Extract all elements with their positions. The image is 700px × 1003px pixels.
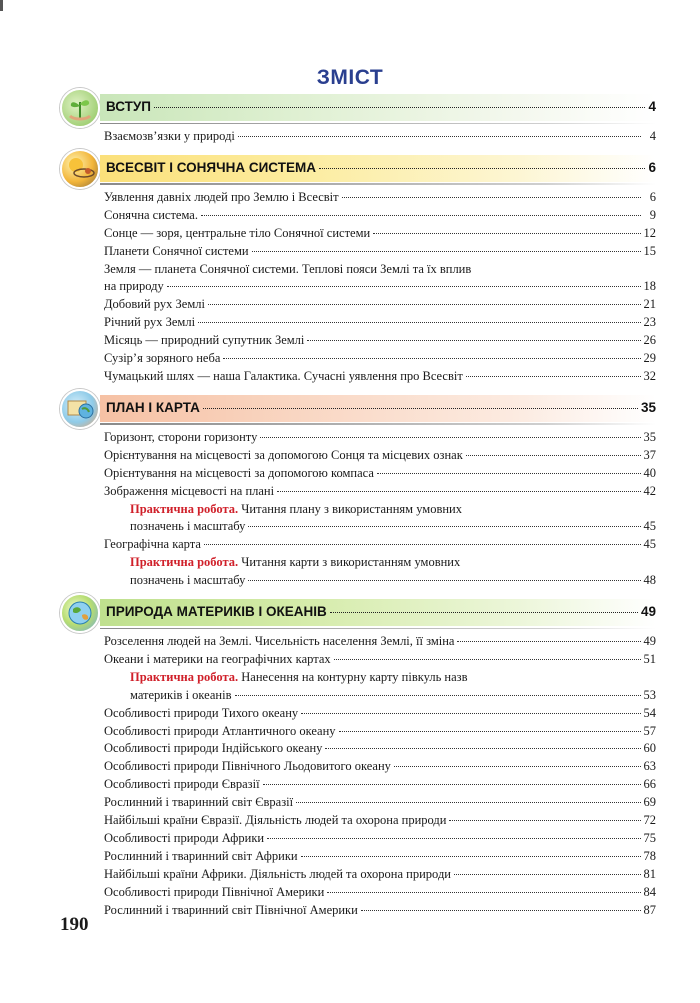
leader-dots: [330, 612, 638, 613]
section-header[interactable]: [100, 395, 656, 422]
toc-entry[interactable]: Добовий рух Землі 21: [104, 297, 656, 312]
section-title: ВСЕСВІТ І СОНЯЧНА СИСТЕМА: [106, 159, 316, 175]
section-entries: [104, 189, 656, 386]
toc-entry[interactable]: Рослинний і тваринний світ Північної Америки 87: [104, 902, 656, 917]
practical-work-label: Практична робота.: [130, 501, 239, 516]
section-page: 49: [640, 604, 656, 620]
toc-entry[interactable]: Зображення місцевості на плані 42: [104, 483, 656, 498]
section-plan-map: [60, 395, 656, 590]
section-universe: [60, 155, 656, 386]
leader-dots: [154, 107, 645, 108]
page-title: ЗМІСТ: [316, 66, 384, 89]
toc-entry[interactable]: Орієнтування на місцевості за допомогою компаса 40: [104, 465, 656, 480]
toc-entry[interactable]: Розселення людей на Землі. Чисельність населення Землі, її зміна 49: [104, 634, 656, 649]
toc-entry[interactable]: Рослинний і тваринний світ Євразії 69: [104, 795, 656, 810]
toc-entry[interactable]: Місяць — природний супутник Землі 26: [104, 333, 656, 348]
toc-entry[interactable]: Океани і материки на географічних картах 51: [104, 651, 656, 666]
map-globe-icon: [60, 389, 100, 429]
section-header[interactable]: [100, 155, 656, 182]
toc-entry[interactable]: Рослинний і тваринний світ Африки 78: [104, 848, 656, 863]
toc-entry[interactable]: Сонце — зоря, центральне тіло Сонячної системи 12: [104, 225, 656, 240]
section-title: ВСТУП: [106, 99, 151, 114]
toc-entry[interactable]: Особливості природи Тихого океану 54: [104, 705, 656, 720]
table-of-contents: [60, 94, 656, 920]
solar-system-icon: [60, 149, 100, 189]
section-title: ПЛАН І КАРТА: [106, 399, 200, 415]
section-page: 4: [648, 99, 656, 114]
toc-entry[interactable]: Чумацький шлях — наша Галактика. Сучасні уявлення про Всесвіт 32: [104, 368, 656, 383]
toc-entry[interactable]: Горизонт, сторони горизонту 35: [104, 429, 656, 444]
toc-entry[interactable]: Земля — планета Сонячної системи. Теплові пояси Землі та їх вплив на природу 18: [104, 261, 656, 294]
toc-entry[interactable]: Найбільші країни Африки. Діяльність людей та охорона природи 81: [104, 866, 656, 881]
practical-work-entry[interactable]: Практична робота. Нанесення на контурну карту півкуль назв материків і океанів 53: [130, 669, 656, 702]
practical-work-entry[interactable]: Практична робота. Читання плану з використанням умовних позначень і масштабу 45: [130, 501, 656, 534]
section-continents-oceans: [60, 599, 656, 920]
section-title: ПРИРОДА МАТЕРИКІВ І ОКЕАНІВ: [106, 604, 327, 620]
section-entries: [104, 633, 656, 920]
sprout-hands-icon: [60, 88, 100, 128]
toc-entry[interactable]: Взаємозв’язки у природі 4: [104, 129, 656, 143]
toc-entry[interactable]: Географічна карта 45: [104, 537, 656, 552]
practical-work-entry[interactable]: Практична робота. Читання карти з використанням умовних позначень і масштабу 48: [130, 555, 656, 588]
globe-continents-icon: [60, 593, 100, 633]
toc-entry[interactable]: Особливості природи Індійського океану 60: [104, 741, 656, 756]
toc-entry[interactable]: Особливості природи Північного Льодовитого океану 63: [104, 759, 656, 774]
leader-dots: [203, 408, 638, 409]
toc-entry[interactable]: Особливості природи Євразії 66: [104, 777, 656, 792]
toc-entry[interactable]: Сонячна система. 9: [104, 207, 656, 222]
page-number: 190: [60, 914, 89, 935]
leader-dots: [319, 168, 646, 169]
section-page: 35: [640, 399, 656, 415]
toc-entry[interactable]: Сузір’я зоряного неба 29: [104, 351, 656, 366]
toc-entry[interactable]: Особливості природи Атлантичного океану 57: [104, 723, 656, 738]
section-header[interactable]: [100, 94, 656, 121]
section-header[interactable]: [100, 599, 656, 626]
section-entries: [104, 429, 656, 590]
toc-entry[interactable]: Найбільші країни Євразії. Діяльність людей та охорона природи 72: [104, 813, 656, 828]
toc-entry[interactable]: Особливості природи Північної Америки 84: [104, 884, 656, 899]
section-page: 6: [648, 159, 656, 175]
toc-entry[interactable]: Планети Сонячної системи 15: [104, 243, 656, 258]
section-entries: [104, 128, 656, 146]
toc-entry[interactable]: Орієнтування на місцевості за допомогою Сонця та місцевих ознак 37: [104, 447, 656, 462]
toc-entry[interactable]: Уявлення давніх людей про Землю і Всесвіт 6: [104, 189, 656, 204]
crop-mark: [0, 0, 3, 11]
practical-work-label: Практична робота.: [130, 669, 239, 684]
toc-entry[interactable]: Річний рух Землі 23: [104, 315, 656, 330]
practical-work-label: Практична робота.: [130, 555, 239, 570]
section-intro: [60, 94, 656, 146]
toc-entry[interactable]: Особливості природи Африки 75: [104, 831, 656, 845]
